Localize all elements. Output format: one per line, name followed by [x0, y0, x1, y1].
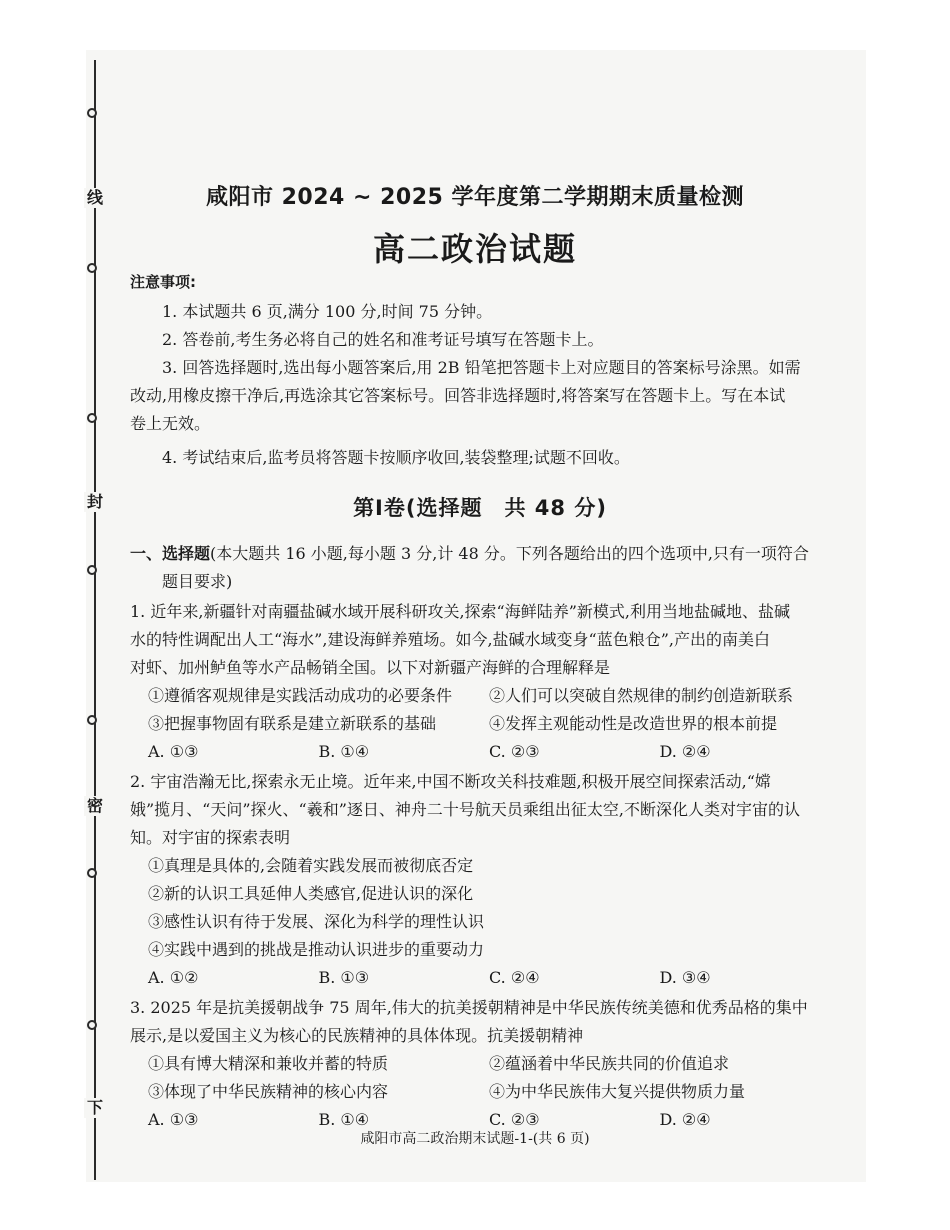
option-item: ①具有博大精深和兼收并蓄的特质	[148, 1054, 389, 1073]
option-row	[130, 1050, 830, 1078]
answer-choice-c: C. ②③	[489, 742, 540, 761]
binding-hole	[87, 715, 97, 725]
option-item: ②人们可以突破自然规律的制约创造新联系	[489, 686, 794, 705]
answer-choice-a: A. ①②	[148, 968, 199, 987]
question-stem-line: 知。对宇宙的探索表明	[130, 828, 291, 847]
notice-item: 4. 考试结束后,监考员将答题卡按顺序收回,装袋整理;试题不回收。	[162, 448, 630, 467]
answer-choice-c: C. ②④	[489, 968, 540, 987]
question-stem-line: 水的特性调配出人工“海水”,建设海鲜养殖场。如今,盐碱水域变身“蓝色粮仓”,产出的南美白	[130, 630, 770, 649]
answer-choice-c: C. ②③	[489, 1110, 540, 1129]
part-heading	[130, 540, 830, 596]
notice-item-continued: 卷上无效。	[130, 414, 211, 433]
answer-choice-a: A. ①③	[148, 742, 199, 761]
option-item: ②蕴涵着中华民族共同的价值追求	[489, 1054, 730, 1073]
option-row	[130, 1078, 830, 1106]
section-heading: 第Ⅰ卷(选择题 共 48 分)	[353, 496, 607, 520]
exam-subtitle: 高二政治试题	[372, 230, 577, 268]
answer-choice-d: D. ③④	[659, 968, 711, 987]
question-stem-line: 展示,是以爱国主义为核心的民族精神的具体体现。抗美援朝精神	[130, 1026, 584, 1045]
question-stem-line: 2. 宇宙浩瀚无比,探索永无止境。近年来,中国不断攻关科技难题,积极开展空间探索活动,“嫦	[130, 772, 771, 791]
question-3	[130, 994, 830, 1134]
question-1	[130, 598, 830, 766]
binding-hole	[87, 868, 97, 878]
answer-choice-d: D. ②④	[659, 742, 711, 761]
option-item: ①遵循客观规律是实践活动成功的必要条件	[148, 686, 453, 705]
option-item: ②新的认识工具延伸人类感官,促进认识的深化	[148, 884, 474, 903]
notice-item: 1. 本试题共 6 页,满分 100 分,时间 75 分钟。	[162, 302, 493, 321]
option-item: ③体现了中华民族精神的核心内容	[148, 1082, 389, 1101]
option-item: ③把握事物固有联系是建立新联系的基础	[148, 714, 437, 733]
page-footer: 咸阳市高二政治期末试题-1-(共 6 页)	[360, 1131, 590, 1147]
exam-content	[130, 268, 830, 1134]
answer-choice-d: D. ②④	[659, 1110, 711, 1129]
part-label: 一、选择题	[130, 544, 211, 563]
binding-char-xian: 线	[84, 188, 106, 208]
option-item: ③感性认识有待于发展、深化为科学的理性认识	[148, 912, 485, 931]
question-stem-line: 娥”揽月、“天问”探火、“羲和”逐日、神舟二十号航天员乘组出征太空,不断深化人类对宇宙的认	[130, 800, 800, 819]
option-row	[130, 710, 830, 738]
option-item: ④实践中遇到的挑战是推动认识进步的重要动力	[148, 940, 485, 959]
answer-choice-b: B. ①③	[318, 968, 370, 987]
binding-hole	[87, 565, 97, 575]
binding-hole	[87, 108, 97, 118]
option-item: ④为中华民族伟大复兴提供物质力量	[489, 1082, 746, 1101]
answer-choice-b: B. ①④	[318, 1110, 370, 1129]
notice-heading: 注意事项:	[130, 273, 196, 291]
question-stem-line: 对虾、加州鲈鱼等水产品畅销全国。以下对新疆产海鲜的合理解释是	[130, 658, 611, 677]
binding-char-xia: 下	[84, 1098, 106, 1118]
part-description-cont: 题目要求)	[162, 572, 233, 591]
binding-hole	[87, 1020, 97, 1030]
option-item: ④发挥主观能动性是改造世界的根本前提	[489, 714, 778, 733]
question-stem-line: 1. 近年来,新疆针对南疆盐碱水域开展科研攻关,探索“海鲜陆养”新模式,利用当地盐碱地、盐碱	[130, 602, 790, 621]
binding-char-feng: 封	[84, 492, 106, 512]
option-item: ①真理是具体的,会随着实践发展而被彻底否定	[148, 856, 474, 875]
binding-hole	[87, 413, 97, 423]
notice-item-continued: 改动,用橡皮擦干净后,再选涂其它答案标号。回答非选择题时,将答案写在答题卡上。写在本试	[130, 386, 786, 405]
exam-title: 咸阳市 2024 ~ 2025 学年度第二学期期末质量检测	[205, 185, 745, 210]
answer-row	[130, 964, 830, 992]
question-2	[130, 768, 830, 992]
binding-char-mi: 密	[84, 796, 106, 816]
answer-choice-a: A. ①③	[148, 1110, 199, 1129]
answer-row	[130, 738, 830, 766]
notice-item: 2. 答卷前,考生务必将自己的姓名和准考证号填写在答题卡上。	[162, 330, 604, 349]
part-description: (本大题共 16 小题,每小题 3 分,计 48 分。下列各题给出的四个选项中,只有一项符合	[210, 544, 809, 563]
notice-item: 3. 回答选择题时,选出每小题答案后,用 2B 铅笔把答题卡上对应题目的答案标号涂黑。如需	[162, 358, 801, 377]
answer-choice-b: B. ①④	[318, 742, 370, 761]
option-row	[130, 682, 830, 710]
question-stem-line: 3. 2025 年是抗美援朝战争 75 周年,伟大的抗美援朝精神是中华民族传统美德和优秀品格的集中	[130, 998, 808, 1017]
